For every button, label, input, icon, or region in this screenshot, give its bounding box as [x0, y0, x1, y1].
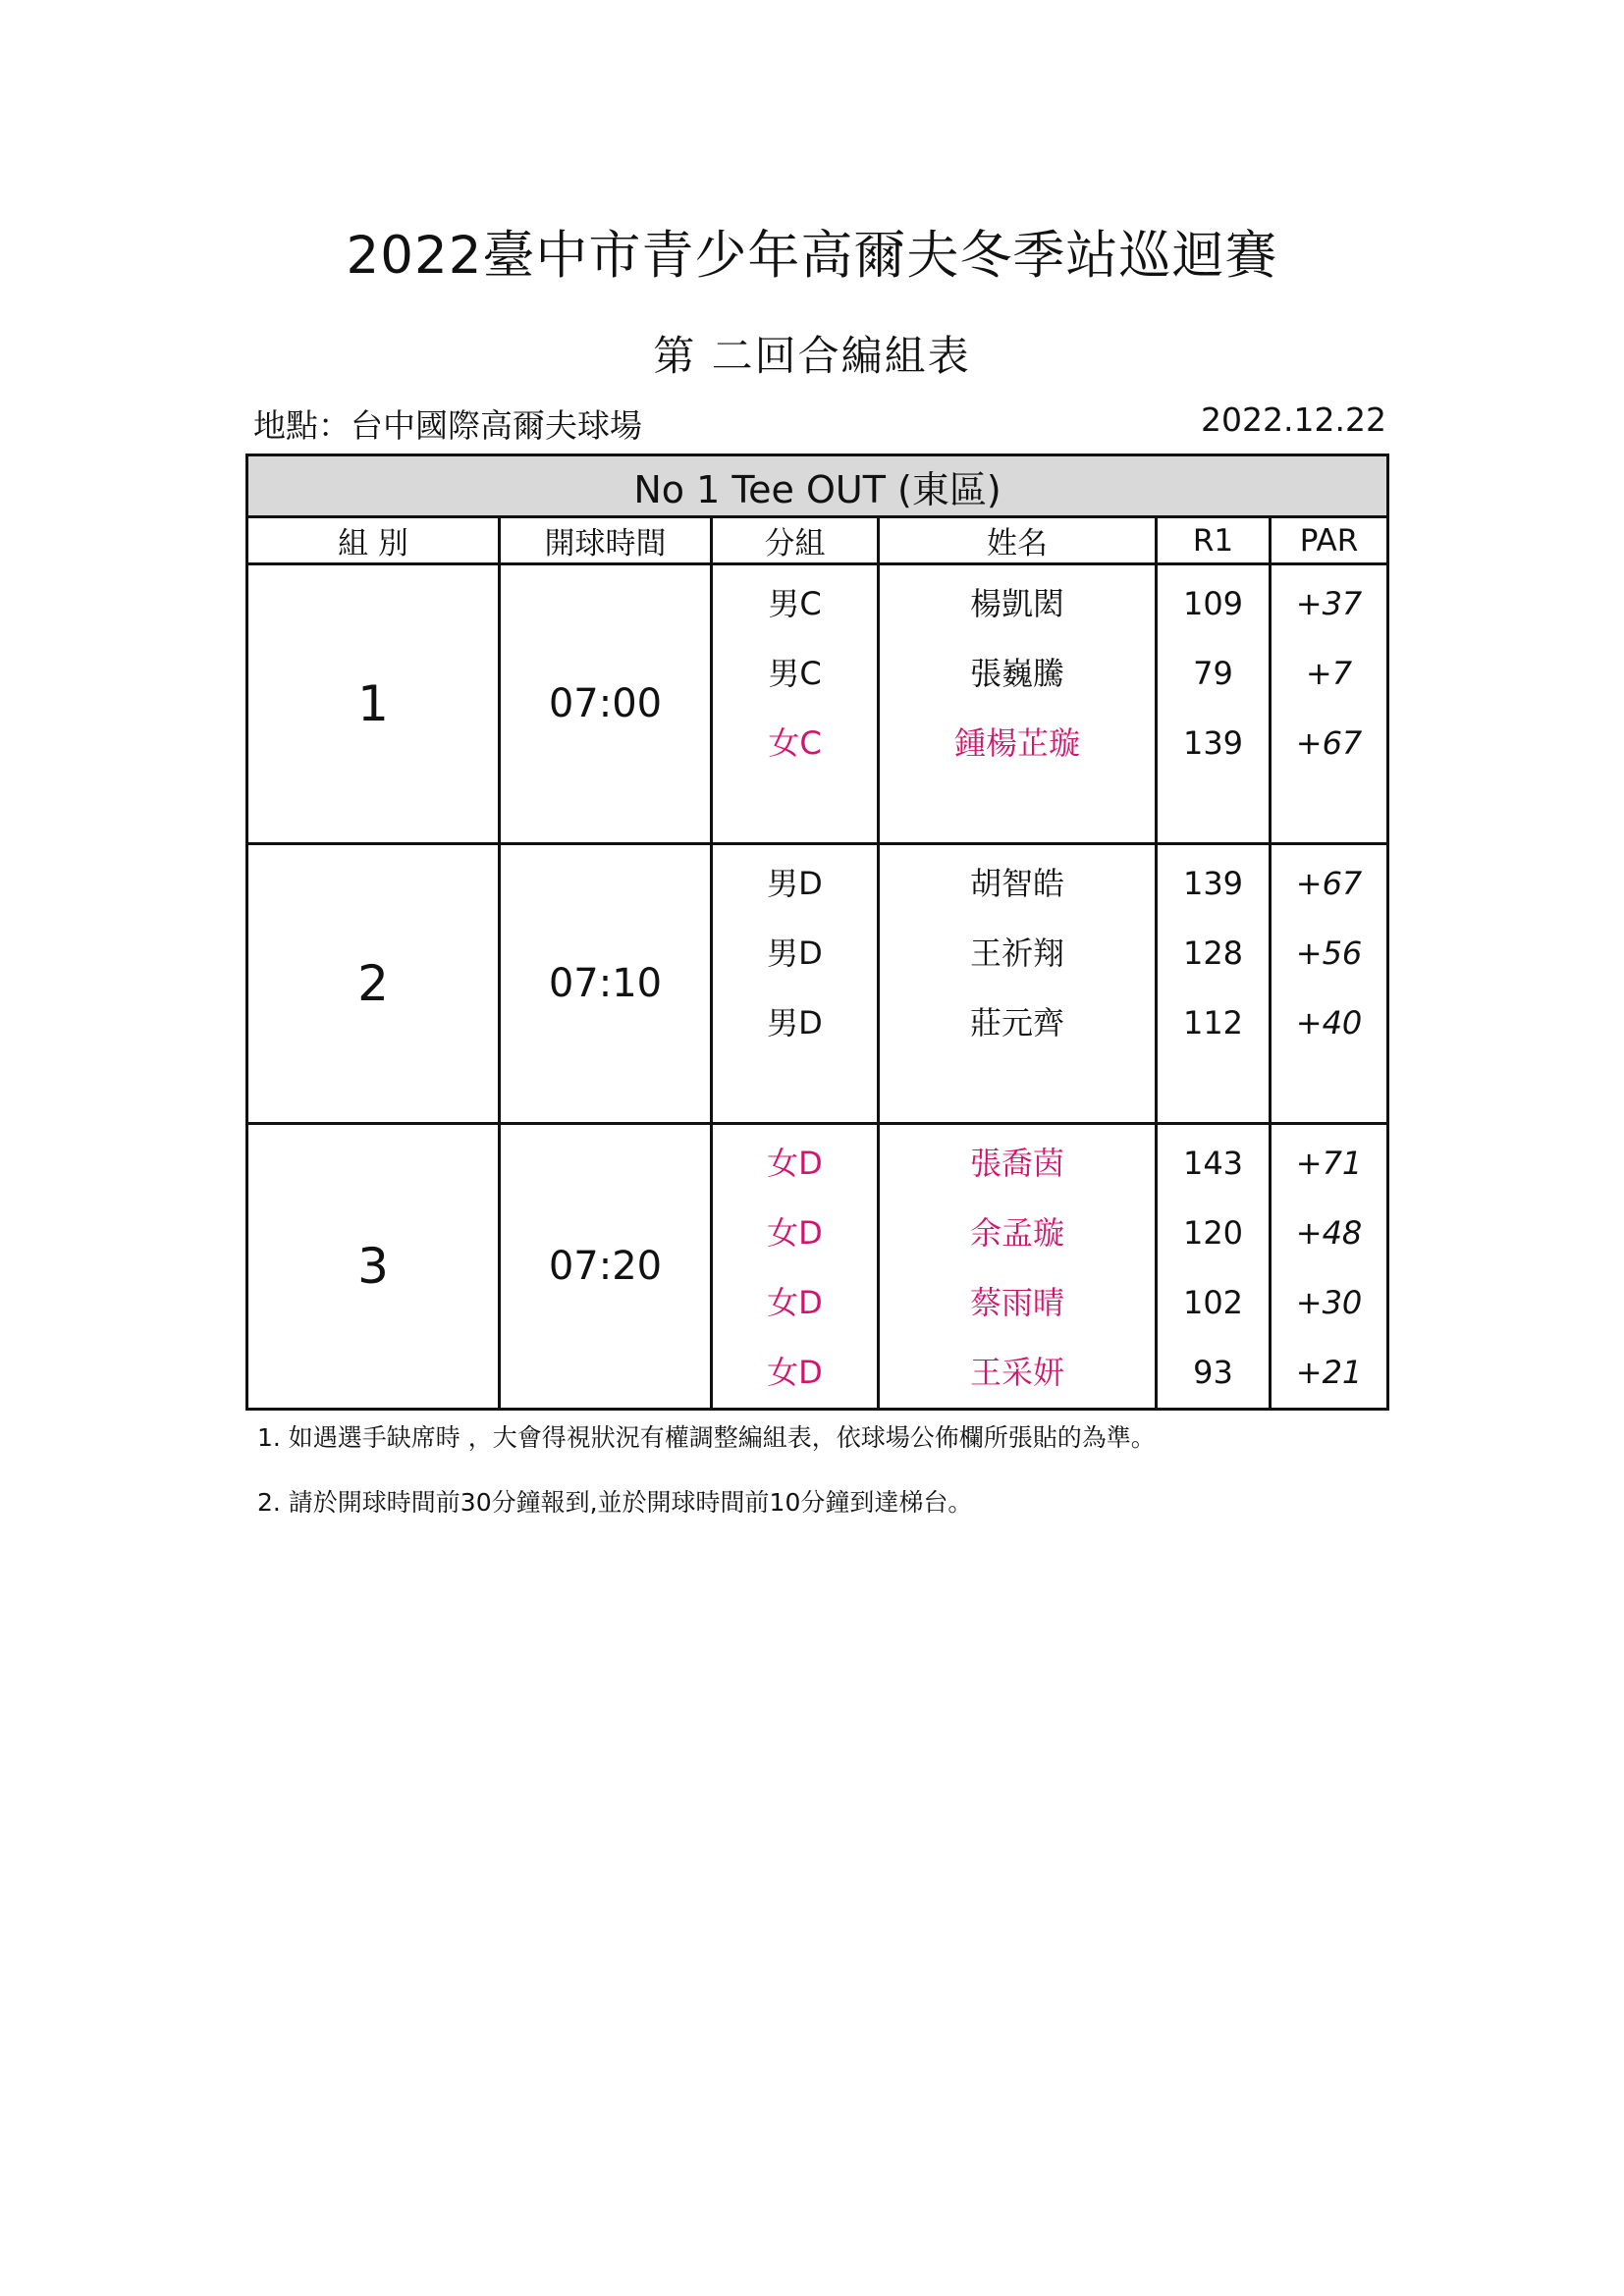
- player-division: 男C: [768, 655, 822, 692]
- location-label: 地點：台中國際高爾夫球場: [253, 406, 642, 445]
- par-cell: [1271, 564, 1388, 844]
- player-name: 王采妍: [969, 1354, 1064, 1391]
- group-number: 1: [247, 564, 500, 844]
- player-par-score: +48: [1295, 1214, 1363, 1252]
- group-row: [247, 844, 1388, 1124]
- par-cell: [1271, 1124, 1388, 1410]
- player-par-score: +56: [1295, 934, 1363, 972]
- page-title: 2022臺中市青少年高爾夫冬季站巡迴賽: [346, 226, 1278, 286]
- note-2: 2. 請於開球時間前30分鐘報到,並於開球時間前10分鐘到達梯台。: [257, 1488, 973, 1517]
- player-name: 蔡雨晴: [969, 1284, 1064, 1321]
- player-r1-score: 109: [1182, 585, 1244, 622]
- tee-time: 07:10: [500, 844, 712, 1124]
- division-cell: [712, 564, 879, 844]
- date-label: 2022.12.22: [1201, 400, 1386, 439]
- player-name: 胡智皓: [969, 865, 1064, 902]
- player-division: 男D: [767, 865, 823, 902]
- player-division: 女C: [768, 724, 822, 762]
- player-division: 女D: [767, 1354, 823, 1391]
- name-cell: [879, 1124, 1157, 1410]
- column-header-tee-time: 開球時間: [500, 517, 712, 564]
- player-r1-score: 102: [1182, 1284, 1244, 1321]
- tee-time: 07:20: [500, 1124, 712, 1410]
- group-row: [247, 1124, 1388, 1410]
- page-subtitle: 第 二回合編組表: [653, 332, 971, 380]
- column-header-division: 分組: [712, 517, 879, 564]
- player-par-score: +21: [1295, 1354, 1363, 1391]
- player-division: 男D: [767, 1004, 823, 1041]
- player-name: 王祈翔: [969, 934, 1064, 972]
- par-cell: [1271, 844, 1388, 1124]
- player-r1-score: 112: [1182, 1004, 1244, 1041]
- r1-cell: [1157, 564, 1271, 844]
- column-header-name: 姓名: [879, 517, 1157, 564]
- notes: [257, 1418, 1156, 1548]
- name-cell: [879, 844, 1157, 1124]
- player-r1-score: 120: [1182, 1214, 1244, 1252]
- player-par-score: +40: [1295, 1004, 1363, 1041]
- player-par-score: +30: [1295, 1284, 1363, 1321]
- r1-cell: [1157, 1124, 1271, 1410]
- player-r1-score: 93: [1193, 1354, 1233, 1391]
- column-headers: [247, 517, 1388, 564]
- group-number: 2: [247, 844, 500, 1124]
- player-division: 女D: [767, 1284, 823, 1321]
- player-name: 鍾楊芷璇: [953, 724, 1080, 762]
- player-r1-score: 139: [1182, 724, 1244, 762]
- player-par-score: +7: [1305, 655, 1353, 692]
- player-name: 張喬茵: [969, 1145, 1064, 1182]
- player-r1-score: 128: [1182, 934, 1244, 972]
- player-par-score: +67: [1295, 865, 1363, 902]
- column-header-par: PAR: [1271, 517, 1388, 564]
- player-par-score: +37: [1295, 585, 1363, 622]
- player-r1-score: 143: [1182, 1145, 1244, 1182]
- player-division: 女D: [767, 1145, 823, 1182]
- player-name: 楊凱閎: [969, 585, 1064, 622]
- r1-cell: [1157, 844, 1271, 1124]
- name-cell: [879, 564, 1157, 844]
- column-header-group: 組 別: [247, 517, 500, 564]
- tee-header: No 1 Tee OUT (東區): [247, 455, 1388, 517]
- division-cell: [712, 844, 879, 1124]
- player-par-score: +67: [1295, 724, 1363, 762]
- pairing-table: [245, 454, 1389, 1411]
- note-1: 1. 如遇選手缺席時 ，大會得視狀況有權調整編組表，依球場公佈欄所張貼的為準。: [257, 1423, 1156, 1452]
- group-row: [247, 564, 1388, 844]
- column-header-r1: R1: [1157, 517, 1271, 564]
- player-par-score: +71: [1295, 1145, 1363, 1182]
- player-r1-score: 79: [1193, 655, 1233, 692]
- player-name: 余孟璇: [969, 1214, 1064, 1252]
- player-r1-score: 139: [1182, 865, 1244, 902]
- player-division: 男D: [767, 934, 823, 972]
- player-division: 男C: [768, 585, 822, 622]
- player-name: 莊元齊: [969, 1004, 1064, 1041]
- tee-time: 07:00: [500, 564, 712, 844]
- player-name: 張巍騰: [969, 655, 1064, 692]
- player-division: 女D: [767, 1214, 823, 1252]
- group-number: 3: [247, 1124, 500, 1410]
- division-cell: [712, 1124, 879, 1410]
